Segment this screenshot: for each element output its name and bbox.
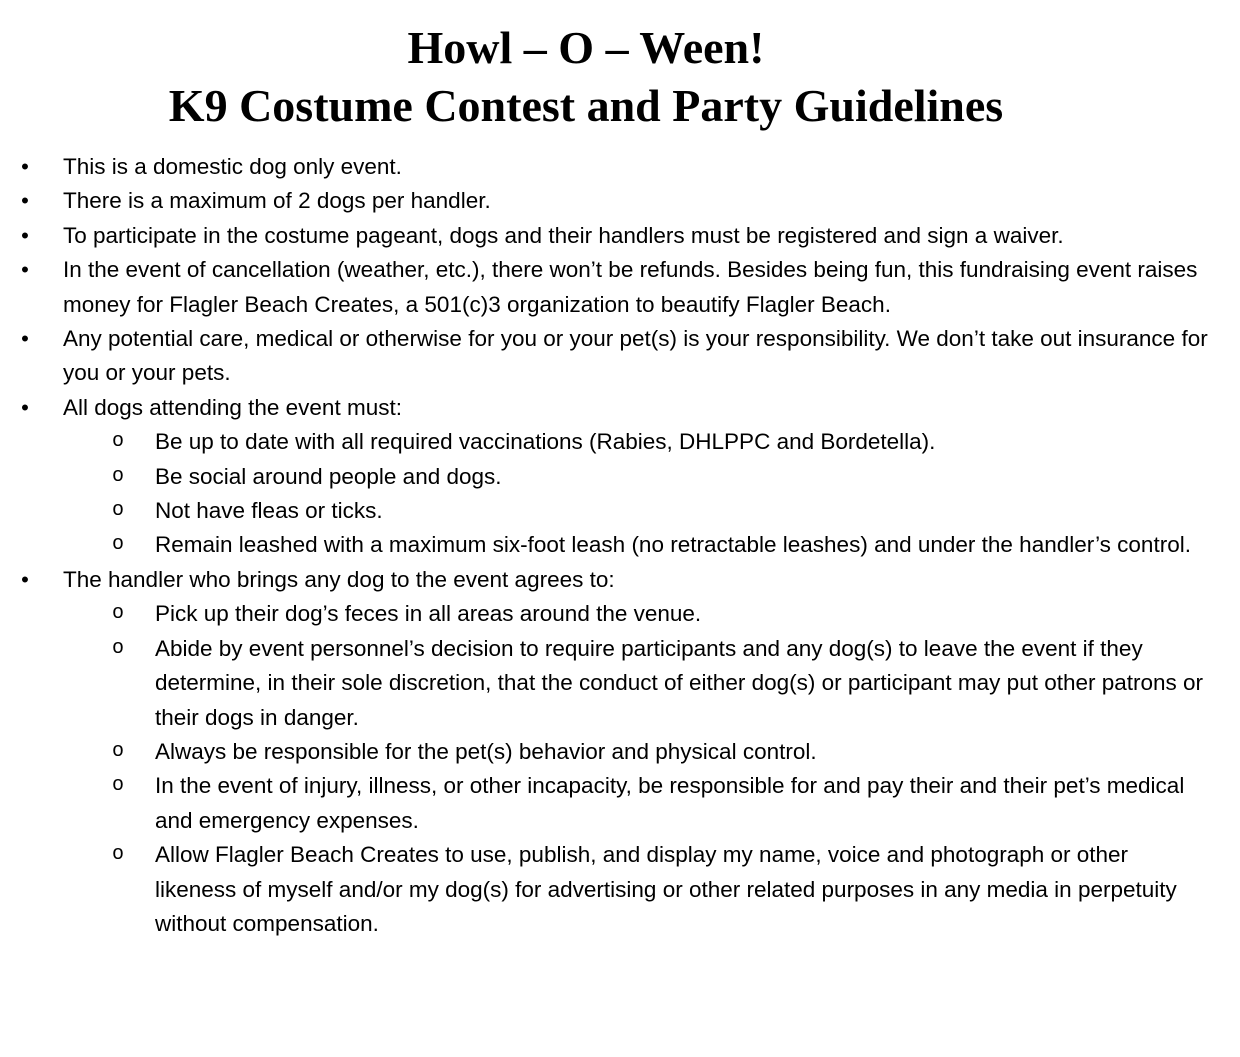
- page-title: Howl – O – Ween!: [407, 22, 765, 73]
- bullet-icon: •: [21, 257, 29, 283]
- sub-item-text: Be up to date with all required vaccinations (Rabies, DHLPPC and Bordetella).: [155, 429, 936, 455]
- circle-bullet-icon: o: [111, 739, 124, 763]
- sub-list-item: [0, 494, 1210, 528]
- bullet-icon: •: [21, 222, 29, 248]
- sub-list-item: [0, 460, 1210, 494]
- circle-bullet-icon: o: [111, 602, 124, 626]
- sub-list-item: [0, 838, 1210, 941]
- circle-bullet-icon: o: [111, 499, 124, 523]
- sub-list-item: [0, 597, 1210, 631]
- guideline-text: Any potential care, medical or otherwise for you or your pet(s) is your responsibility. We don’t take out insurance for you or your pets.: [63, 326, 1208, 386]
- circle-bullet-icon: o: [111, 430, 124, 454]
- dog-requirements-list: [63, 425, 1210, 563]
- guideline-item: [0, 563, 1240, 941]
- sub-item-text: Allow Flagler Beach Creates to use, publish, and display my name, voice and photograph or other likeness of myself and/or my dog(s) for advertising or other related purposes in any media in perpetuity without compensation.: [155, 842, 1177, 936]
- guideline-item: [0, 253, 1240, 322]
- bullet-icon: •: [21, 566, 29, 592]
- circle-bullet-icon: o: [111, 464, 124, 488]
- guideline-item: [0, 322, 1240, 391]
- sub-list-item: [0, 769, 1210, 838]
- sub-item-text: In the event of injury, illness, or other incapacity, be responsible for and pay their and their pet’s medical and emergency expenses.: [155, 773, 1185, 833]
- sub-item-text: Not have fleas or ticks.: [155, 498, 383, 524]
- guideline-item: [0, 391, 1240, 563]
- bullet-icon: •: [21, 326, 29, 352]
- sub-list-item: [0, 528, 1210, 562]
- sub-list-item: [0, 632, 1210, 735]
- sub-list-item: [0, 735, 1210, 769]
- circle-bullet-icon: o: [111, 774, 124, 798]
- bullet-icon: •: [21, 394, 29, 420]
- handler-agreements-list: [63, 597, 1210, 941]
- sub-item-text: Pick up their dog’s feces in all areas around the venue.: [155, 601, 702, 627]
- bullet-icon: •: [21, 154, 29, 179]
- circle-bullet-icon: o: [111, 533, 124, 557]
- guideline-text: This is a domestic dog only event.: [63, 154, 402, 179]
- guideline-item: [0, 219, 1240, 253]
- guideline-item: [0, 184, 1240, 218]
- guideline-text: To participate in the costume pageant, dogs and their handlers must be registered and sign a waiver.: [63, 222, 1064, 248]
- sub-item-text: Be social around people and dogs.: [155, 463, 502, 489]
- guidelines-list: [0, 150, 1240, 941]
- circle-bullet-icon: o: [111, 843, 124, 867]
- guideline-text: In the event of cancellation (weather, etc.), there won’t be refunds. Besides being fun, this fundraising event raises money for Flagler Beach Creates, a 501(c)3 organization to beautify Flagler Beach.: [63, 257, 1198, 317]
- guideline-text: All dogs attending the event must:: [63, 394, 402, 420]
- guideline-text: The handler who brings any dog to the event agrees to:: [63, 566, 615, 592]
- sub-item-text: Abide by event personnel’s decision to require participants and any dog(s) to leave the event if they determine, in their sole discretion, that the conduct of either dog(s) or participant may put other patrons or their dogs in danger.: [155, 635, 1204, 730]
- circle-bullet-icon: o: [111, 636, 124, 660]
- sub-item-text: Remain leashed with a maximum six-foot leash (no retractable leashes) and under the handler’s control.: [155, 532, 1191, 558]
- sub-list-item: [0, 425, 1210, 459]
- page-subtitle: K9 Costume Contest and Party Guidelines: [168, 80, 1004, 131]
- bullet-icon: •: [21, 188, 29, 214]
- sub-item-text: Always be responsible for the pet(s) behavior and physical control.: [155, 738, 817, 764]
- guideline-text: There is a maximum of 2 dogs per handler.: [63, 188, 491, 214]
- guideline-item: [0, 150, 1240, 184]
